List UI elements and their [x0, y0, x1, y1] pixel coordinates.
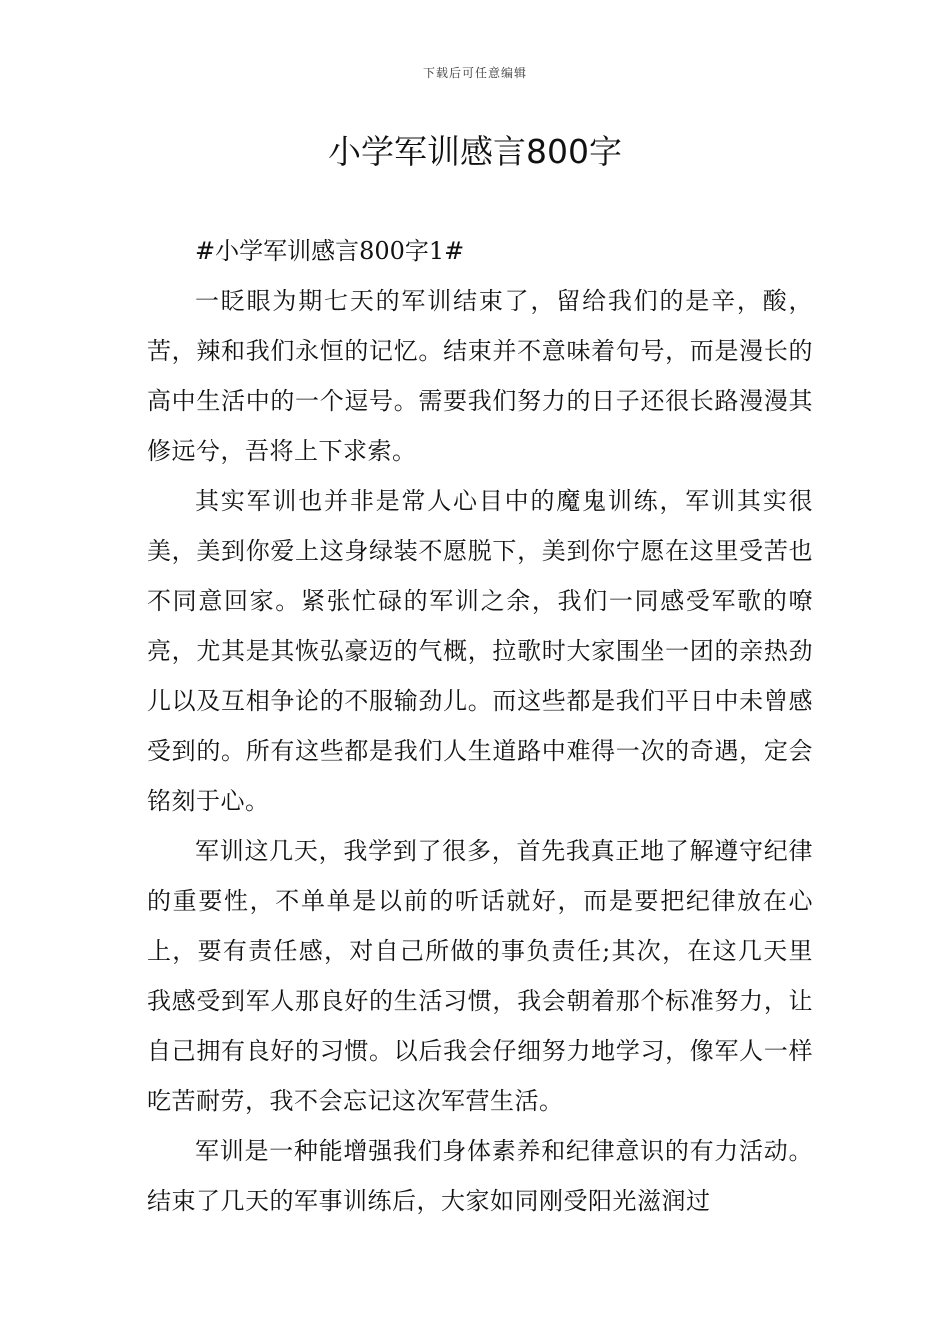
header-note: 下载后可任意编辑 [422, 66, 527, 80]
document-title: 小学军训感言800字 [328, 132, 622, 171]
paragraph-3: 军训这几天，我学到了很多，首先我真正地了解遵守纪律的重要性，不单单是以前的听话就好，而是要把纪律放在心上，要有责任感，对自己所做的事负责任;其次，在这几天里我感受到军人那良好的生活习惯，我会朝着那个标准努力，让自己拥有良好的习惯。以后我会仔细努力地学习，像军人一样吃苦耐劳，我不会忘记这次军营生活。 [147, 837, 813, 1115]
paragraph-2: 其实军训也并非是常人心目中的魔鬼训练，军训其实很美，美到你爱上这身绿装不愿脱下，美到你宁愿在这里受苦也不同意回家。紧张忙碌的军训之余，我们一同感受军歌的嘹亮，尤其是其恢弘豪迈的气概，拉歌时大家围坐一团的亲热劲儿以及互相争论的不服输劲儿。而这些都是我们平日中未曾感受到的。所有这些都是我们人生道路中难得一次的奇遇，定会铭刻于心。 [147, 487, 813, 815]
paragraph-1: 一眨眼为期七天的军训结束了，留给我们的是辛，酸，苦，辣和我们永恒的记忆。结束并不意味着句号，而是漫长的高中生活中的一个逗号。需要我们努力的日子还很长路漫漫其修远兮，吾将上下求索。 [147, 287, 813, 465]
paragraph-4: 军训是一种能增强我们身体素养和纪律意识的有力活动。结束了几天的军事训练后，大家如同刚受阳光滋润过 [147, 1137, 813, 1215]
section-heading: #小学军训感言800字1# [195, 237, 465, 265]
document-body [147, 226, 813, 1226]
